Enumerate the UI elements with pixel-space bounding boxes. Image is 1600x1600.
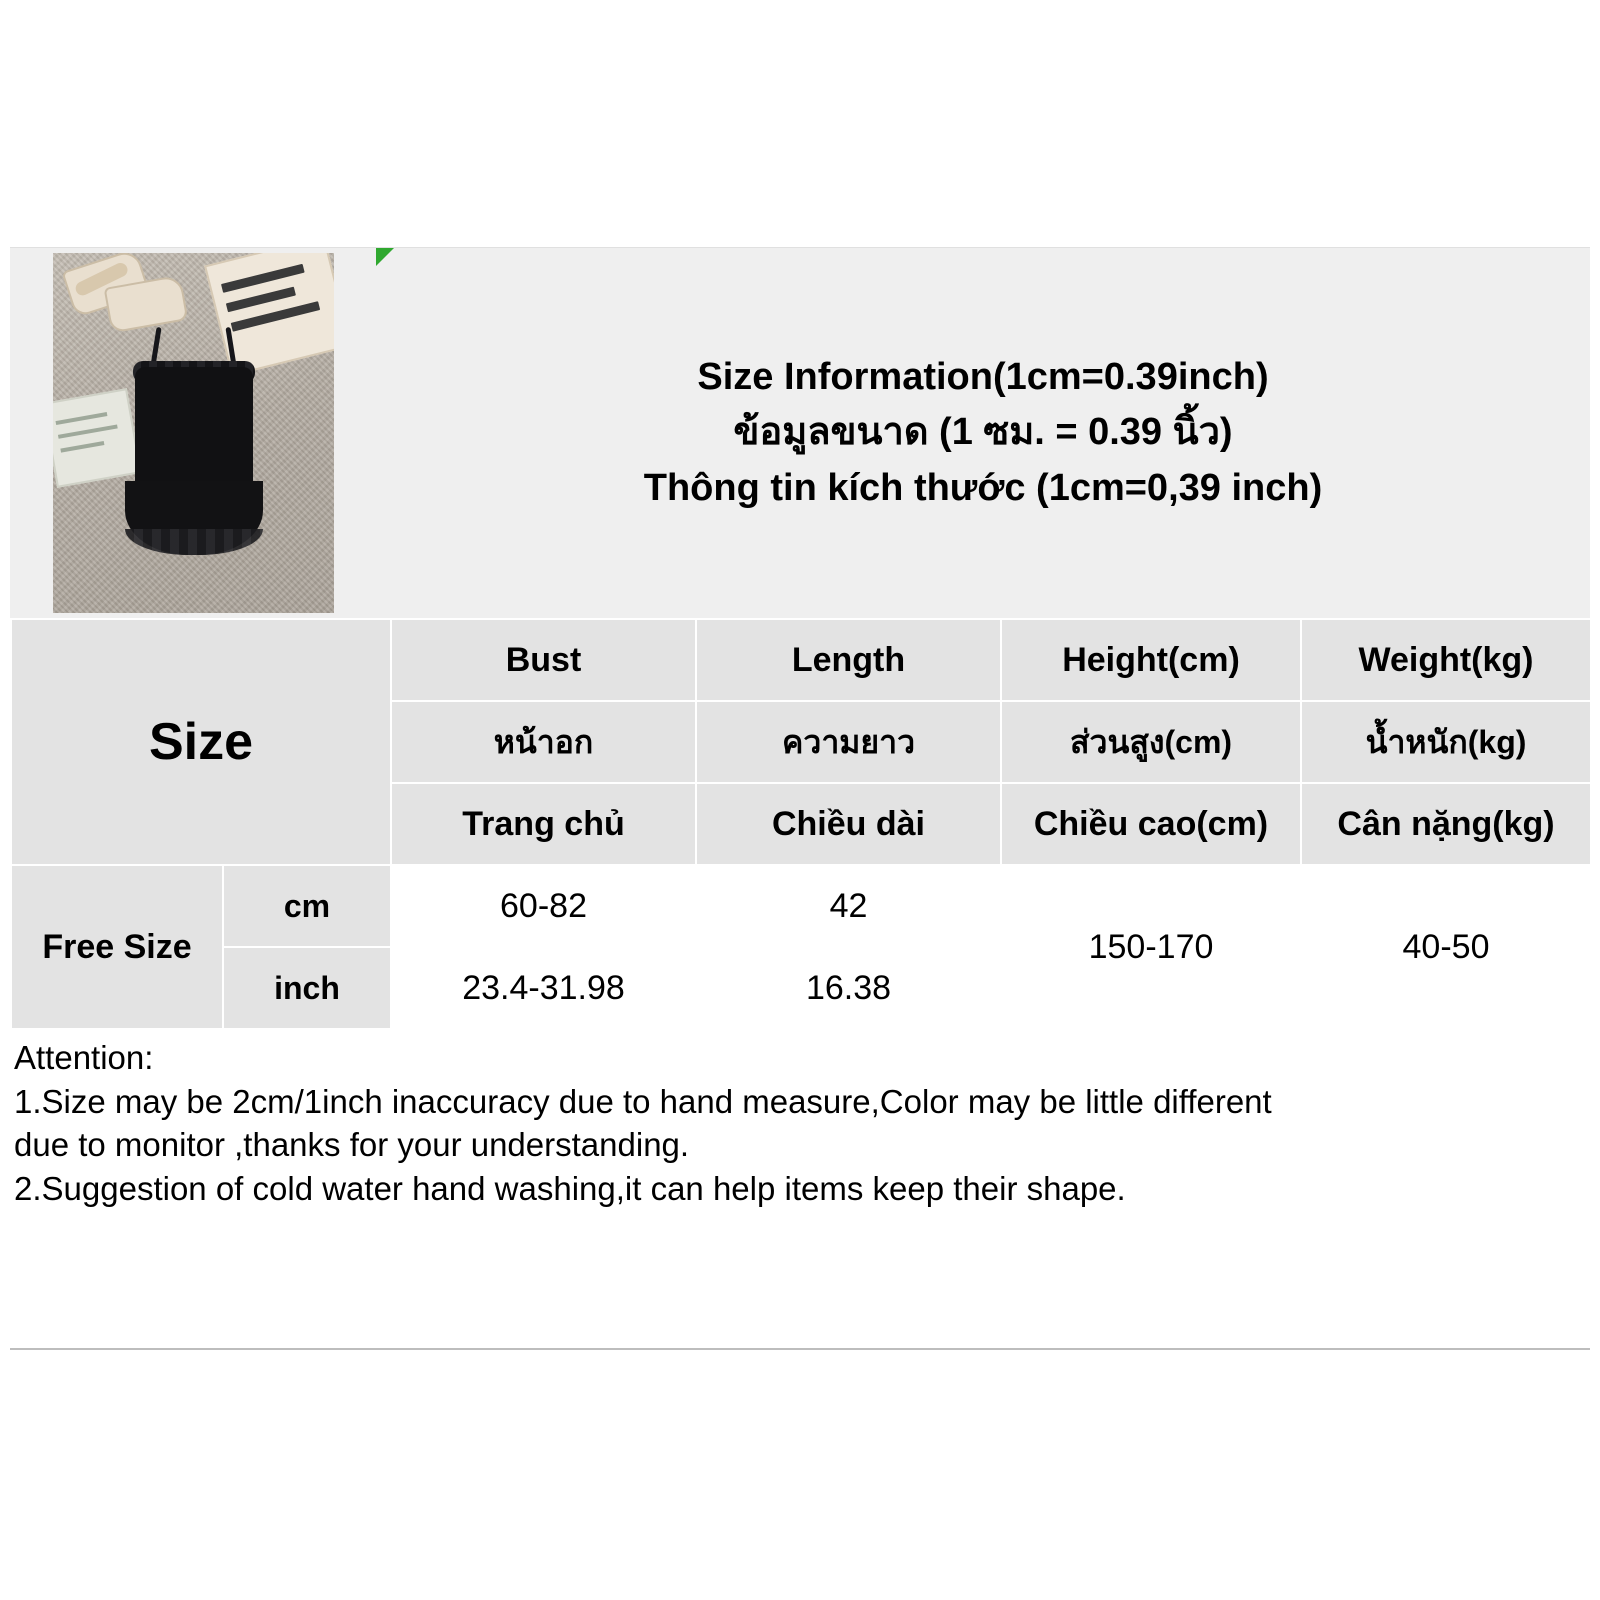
- header-height-th: ส่วนสูง(cm): [1001, 701, 1301, 783]
- row-size-label: Free Size: [11, 865, 223, 1029]
- cell-bust-cm: 60-82: [391, 865, 696, 947]
- header-weight-th: น้ำหนัก(kg): [1301, 701, 1591, 783]
- paper-line: [57, 424, 117, 438]
- title-line-en: Size Information(1cm=0.39inch): [697, 355, 1269, 398]
- attention-heading: Attention:: [14, 1039, 154, 1076]
- attention-item-1a: 1.Size may be 2cm/1inch inaccuracy due to hand measure,Color may be little different: [14, 1082, 1272, 1120]
- size-table: [10, 618, 1592, 1030]
- cell-height: 150-170: [1001, 865, 1301, 1029]
- size-chart-sheet: [10, 248, 1590, 1210]
- header-length-vi: Chiều dài: [696, 783, 1001, 865]
- camisole-top-garment: [125, 331, 263, 561]
- header-bust-th: หน้าอก: [391, 701, 696, 783]
- row-unit-cm: cm: [223, 865, 391, 947]
- attention-item-1b: due to monitor ,thanks for your understanding.: [14, 1126, 690, 1164]
- cell-length-inch: 16.38: [696, 947, 1001, 1029]
- garment-body: [135, 367, 253, 497]
- attention-item-2: 2.Suggestion of cold water hand washing,it can help items keep their shape.: [14, 1169, 1126, 1207]
- attention-block: [10, 1036, 1590, 1210]
- size-column-header: Size: [11, 619, 391, 865]
- table-row: [11, 865, 1591, 947]
- header-height-vi: Chiều cao(cm): [1001, 783, 1301, 865]
- header-height-en: Height(cm): [1001, 619, 1301, 701]
- header-weight-en: Weight(kg): [1301, 619, 1591, 701]
- row-unit-inch: inch: [223, 947, 391, 1029]
- cell-length-cm: 42: [696, 865, 1001, 947]
- header-bust-vi: Trang chủ: [391, 783, 696, 865]
- cell-weight: 40-50: [1301, 865, 1591, 1029]
- green-corner-marker: [376, 248, 394, 266]
- product-photo-cell: [10, 248, 376, 618]
- header-weight-vi: Cân nặng(kg): [1301, 783, 1591, 865]
- paper-line: [60, 441, 104, 453]
- cell-bust-inch: 23.4-31.98: [391, 947, 696, 1029]
- table-header-row-en: [11, 619, 1591, 701]
- title-line-th: ข้อมูลขนาด (1 ซม. = 0.39 นิ้ว): [733, 411, 1233, 454]
- title-line-vi: Thông tin kích thước (1cm=0,39 inch): [643, 466, 1323, 509]
- garment-ruffle-hem: [125, 481, 263, 555]
- product-photo: [53, 253, 334, 613]
- header-bust-en: Bust: [391, 619, 696, 701]
- paper-line: [55, 412, 107, 425]
- bottom-divider: [10, 1348, 1590, 1350]
- title-block: [376, 248, 1590, 618]
- header-length-th: ความยาว: [696, 701, 1001, 783]
- header-band: [10, 248, 1590, 618]
- header-length-en: Length: [696, 619, 1001, 701]
